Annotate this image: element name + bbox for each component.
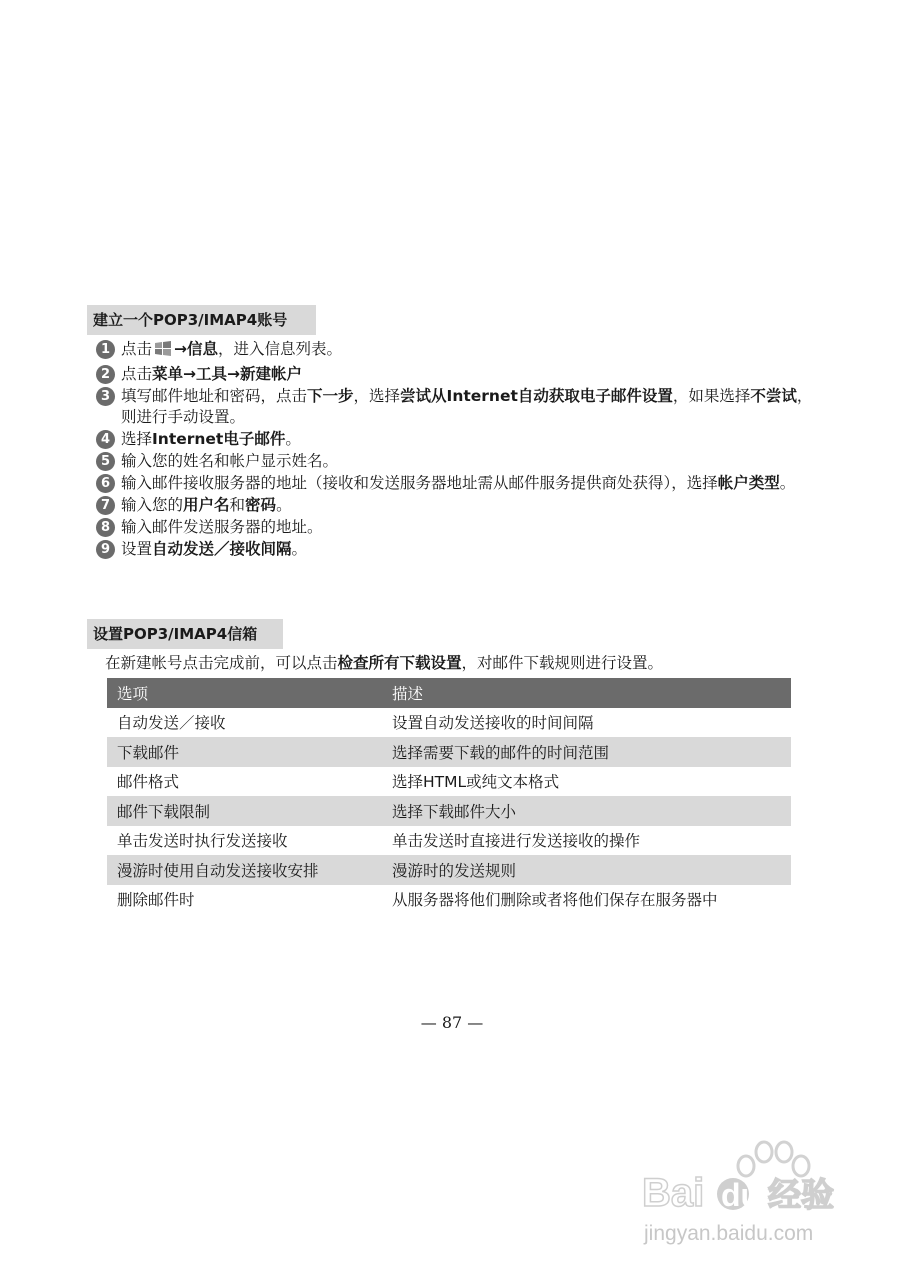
step-text-part: 输入邮件发送服务器的地址。: [121, 518, 323, 536]
step-number-badge: 8: [96, 518, 115, 537]
step-text-part: 输入邮件接收服务器的地址（接收和发送服务器地址需从邮件服务提供商处获得），选择: [121, 474, 718, 492]
table-header-description: 描述: [382, 678, 791, 708]
step-keyword: 菜单: [152, 365, 184, 383]
table-cell-option: 漫游时使用自动发送接收安排: [107, 855, 382, 885]
step-text-part: 。: [276, 496, 292, 514]
page-number: — 87 —: [420, 1013, 484, 1032]
step-item: [96, 429, 826, 450]
step-text: [121, 473, 826, 494]
arrow-glyph: →: [227, 365, 241, 383]
step-text-part: 。: [285, 430, 301, 448]
step-text-part: ，选择: [353, 387, 401, 405]
step-text-part: ，则进行手动设置。: [121, 387, 813, 426]
watermark-brand-cn: 经验: [768, 1175, 834, 1214]
intro-text-pre: 在新建帐号点击完成前，可以点击: [105, 654, 338, 672]
table-cell-option: 自动发送／接收: [117, 714, 226, 733]
step-text-part: 点击: [121, 365, 153, 383]
step-text-part: 填写邮件地址和密码，点击: [121, 387, 308, 405]
intro-paragraph: [105, 652, 663, 674]
windows-start-icon: [153, 340, 173, 363]
intro-text-bold: 检查所有下载设置: [337, 654, 462, 672]
table-row: [107, 796, 791, 826]
step-text-part: 和: [229, 496, 246, 514]
options-table: [107, 678, 791, 914]
step-text-part: 点击: [121, 340, 153, 358]
step-keyword: 下一步: [307, 387, 354, 405]
table-cell-option: 邮件格式: [117, 773, 180, 792]
table-row: [107, 855, 791, 885]
table-cell-description: 选择下载邮件大小: [382, 796, 791, 826]
watermark-brand-right: du: [721, 1177, 761, 1213]
step-number-badge: 5: [96, 452, 115, 471]
step-text: [121, 451, 826, 472]
step-item: [96, 386, 826, 428]
step-number-badge: 9: [96, 540, 115, 559]
step-text-part: 。: [779, 474, 796, 492]
step-keyword: 帐户类型: [717, 474, 780, 492]
step-number-badge: 1: [96, 340, 115, 359]
table-cell-description: 漫游时的发送规则: [382, 855, 791, 885]
table-row: [107, 767, 791, 797]
step-text: [121, 539, 826, 560]
table-cell-description: 从服务器将他们删除或者将他们保存在服务器中: [392, 891, 718, 910]
step-item: [96, 539, 826, 560]
step-number-badge: 3: [96, 387, 115, 406]
section-title-setup-mailbox: 设置POP3/IMAP4信箱: [87, 619, 283, 649]
baidu-jingyan-watermark: [638, 1140, 868, 1250]
step-number-badge: 4: [96, 430, 115, 449]
step-text-part: 输入您的: [121, 496, 184, 514]
step-text-part: 。: [291, 540, 308, 558]
step-text-part: 输入您的姓名和帐户显示姓名。: [121, 452, 339, 470]
step-text-part: ，进入信息列表。: [218, 340, 343, 358]
step-item: [96, 364, 826, 385]
step-item: [96, 495, 826, 516]
step-item: [96, 451, 826, 472]
step-number-badge: 6: [96, 474, 115, 493]
table-cell-description: 选择HTML或纯文本格式: [392, 773, 560, 792]
table-header-row: [107, 678, 791, 708]
step-keyword: 自动发送／接收间隔: [152, 540, 292, 558]
step-item: [96, 339, 826, 363]
table-cell-option: 下载邮件: [107, 737, 382, 767]
table-cell-description: 设置自动发送接收的时间间隔: [392, 714, 594, 733]
table-row: [107, 826, 791, 856]
step-keyword: 尝试从Internet自动获取电子邮件设置: [400, 387, 673, 405]
table-cell-description: 单击发送时直接进行发送接收的操作: [392, 832, 641, 851]
step-keyword: 不尝试: [750, 387, 797, 405]
step-number-badge: 2: [96, 365, 115, 384]
step-text: [121, 517, 826, 538]
step-keyword: 信息: [187, 340, 219, 358]
watermark-url: jingyan.baidu.com: [644, 1222, 814, 1245]
step-text: [121, 339, 826, 363]
step-text: [121, 386, 826, 428]
table-row: [107, 885, 791, 915]
step-number-badge: 7: [96, 496, 115, 515]
steps-list: [96, 339, 826, 561]
arrow-glyph: →: [183, 365, 197, 383]
table-cell-description: 选择需要下载的邮件的时间范围: [382, 737, 791, 767]
intro-text-post: ，对邮件下载规则进行设置。: [461, 654, 664, 672]
step-keyword: 密码: [245, 496, 277, 514]
table-cell-option: 邮件下载限制: [107, 796, 382, 826]
table-row: [107, 737, 791, 767]
step-keyword: 工具: [196, 365, 228, 383]
step-keyword: 新建帐户: [240, 365, 303, 383]
paw-icon: [738, 1142, 809, 1176]
arrow-glyph: →: [174, 340, 188, 358]
step-text-part: 选择: [121, 430, 153, 448]
step-text-part: 设置: [121, 540, 153, 558]
step-text-part: ，如果选择: [672, 387, 751, 405]
step-text: [121, 364, 826, 385]
section-title-create-account: 建立一个POP3/IMAP4账号: [87, 305, 316, 335]
watermark-brand-left: Bai: [642, 1171, 705, 1215]
step-text: [121, 429, 826, 450]
step-keyword: Internet电子邮件: [152, 430, 286, 448]
table-cell-option: 删除邮件时: [117, 891, 195, 910]
step-item: [96, 517, 826, 538]
step-text: [121, 495, 826, 516]
table-cell-option: 单击发送时执行发送接收: [117, 832, 288, 851]
step-item: [96, 473, 826, 494]
table-header-option: 选项: [107, 678, 382, 708]
step-keyword: 用户名: [183, 496, 230, 514]
table-row: [107, 708, 791, 738]
